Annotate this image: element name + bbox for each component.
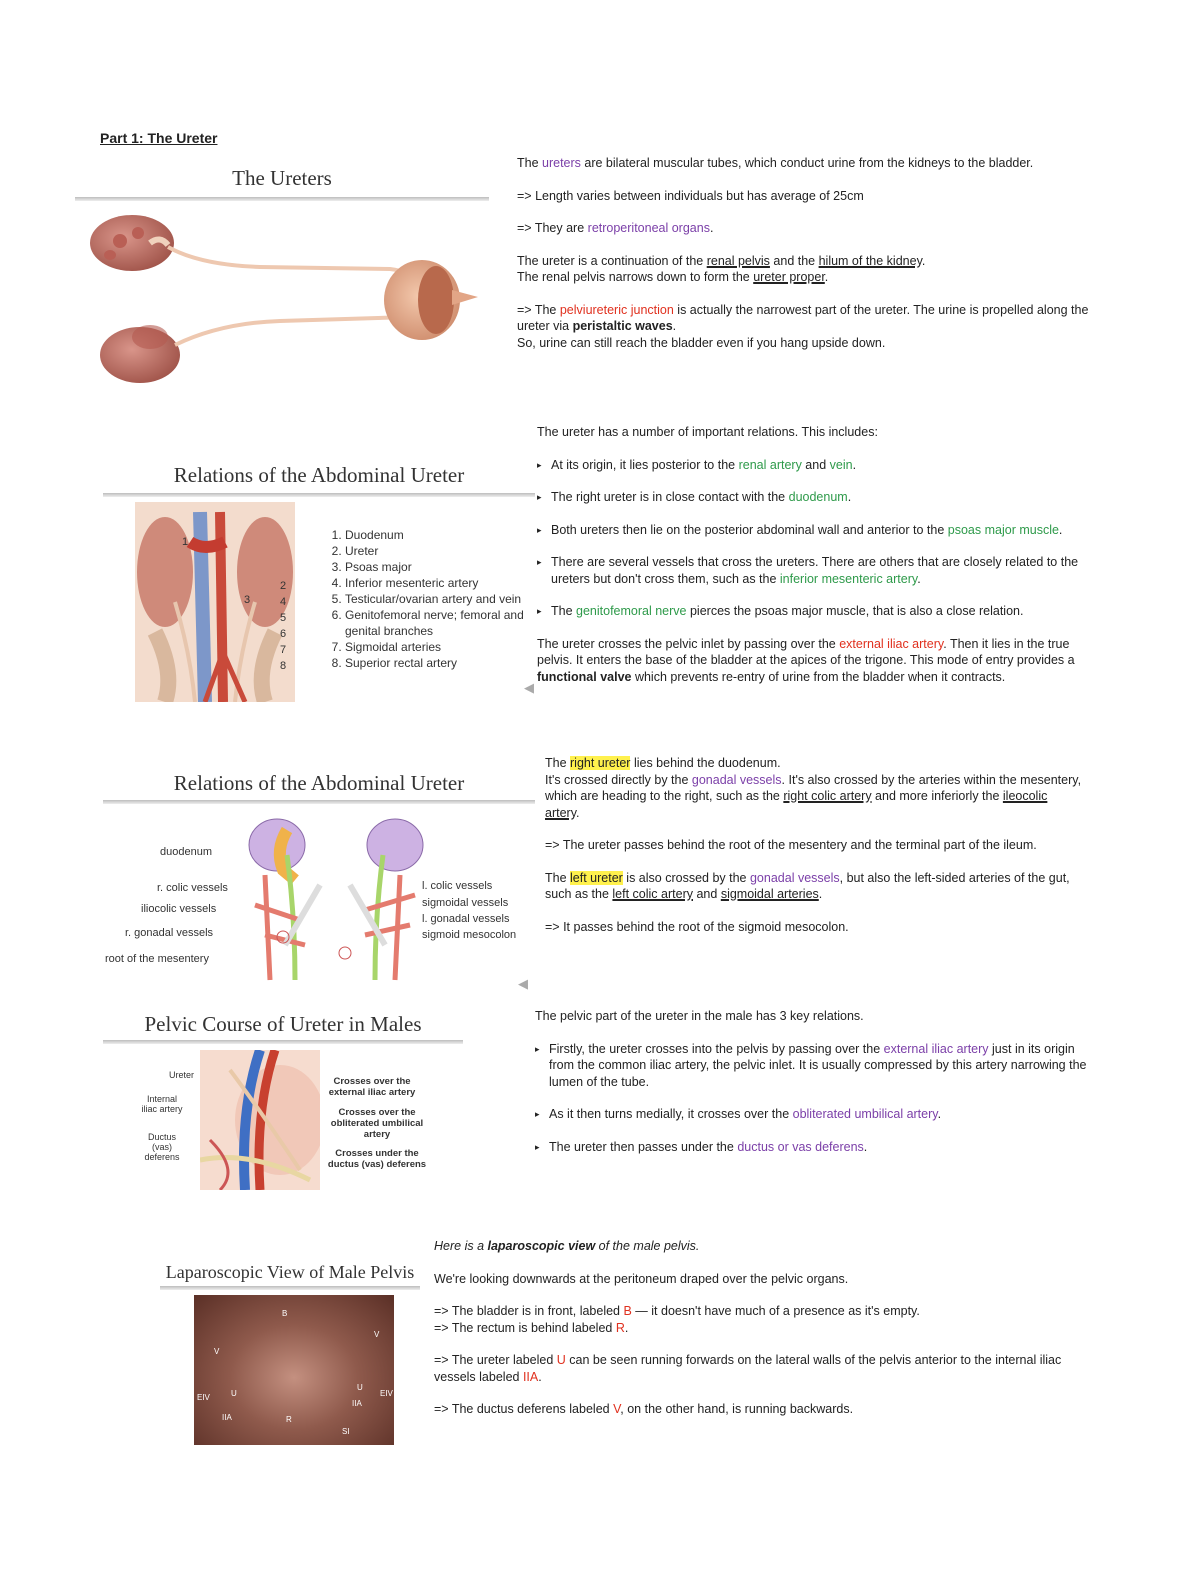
photo-label: SI <box>342 1427 350 1436</box>
photo-label: V <box>374 1330 380 1339</box>
photo-label: EIV <box>380 1389 393 1398</box>
paragraph: The ureter crosses the pelvic inlet by passing over the external iliac artery. Then it lies in the true pelvis. It enters the base of the bladder at the apices of the trigone. This mode of entry provides a functional valve which prevents re-entry of urine from the bladder when it contracts. <box>537 636 1075 684</box>
paragraph: => Length varies between individuals but has average of 25cm <box>517 188 864 203</box>
pelvic-course-illustration <box>200 1050 320 1190</box>
figure-number: 3 <box>244 594 251 606</box>
label-duodenum: duodenum <box>160 846 212 858</box>
bullet-list <box>537 457 1097 620</box>
label-crosses-ductus: Crosses under the ductus (vas) deferens <box>327 1148 427 1170</box>
bullet-item: ▸ At its origin, it lies posterior to the renal artery and vein. <box>537 457 1097 474</box>
paragraph: => The pelviureteric junction is actually the narrowest part of the ureter. The urine is propelled along the ureter via peristaltic waves. So, urine can still reach the bladder even if you hang upside down. <box>517 302 1089 350</box>
legend-item: 5. Testicular/ovarian artery and vein <box>345 591 533 607</box>
label-r-colic: r. colic vessels <box>157 882 228 894</box>
paragraph: => The ureter passes behind the root of the mesentery and the terminal part of the ileum. <box>545 838 1037 852</box>
paragraph: We're looking downwards at the peritoneum draped over the pelvic organs. <box>434 1271 849 1286</box>
legend-item: 3. Psoas major <box>345 559 533 575</box>
figure-legend-list <box>323 527 533 671</box>
label-ureter: Ureter <box>169 1070 195 1080</box>
legend-item: 7. Sigmoidal arteries <box>345 639 533 655</box>
paragraph: The left ureter is also crossed by the gonadal vessels, but also the left-sided arteries of the gut, such as the left colic artery and sigmoidal arteries. <box>545 870 1070 901</box>
label-l-colic: l. colic vessels <box>422 880 493 892</box>
paragraph: The pelvic part of the ureter in the male has 3 key relations. <box>535 1009 864 1023</box>
label-root-mesentery: root of the mesentery <box>105 953 209 965</box>
section3-text <box>545 755 1085 951</box>
slide-title-laparoscopic: Laparoscopic View of Male Pelvis <box>165 1262 415 1282</box>
bullet-item: ▸ As it then turns medially, it crosses over the obliterated umbilical artery. <box>535 1106 1095 1123</box>
speaker-icon[interactable]: ◀ <box>518 976 528 991</box>
slide-rule <box>103 800 535 804</box>
photo-label: U <box>231 1389 237 1398</box>
paragraph: => The bladder is in front, labeled B — it doesn't have much of a presence as it's empty. => The rectum is behind labeled R. <box>434 1304 920 1335</box>
photo-label: EIV <box>197 1393 210 1402</box>
paragraph: => It passes behind the root of the sigmoid mesocolon. <box>545 919 849 934</box>
part-title: Part 1: The Ureter <box>100 130 218 146</box>
label-ductus: Ductus (vas) deferens <box>144 1132 180 1162</box>
slide-title-pelvic-course: Pelvic Course of Ureter in Males <box>144 1012 422 1036</box>
paragraph: => They are retroperitoneal organs. <box>517 221 714 235</box>
photo-label: R <box>286 1415 292 1424</box>
ureters-illustration <box>80 205 490 390</box>
photo-label: B <box>282 1309 288 1318</box>
slide-title-relations-2: Relations of the Abdominal Ureter <box>173 771 465 795</box>
laparoscopic-photo <box>194 1295 394 1445</box>
label-l-gonadal: l. gonadal vessels <box>422 913 510 925</box>
bullet-list <box>535 1041 1095 1156</box>
bullet-item: ▸ The right ureter is in close contact with the duodenum. <box>537 489 1097 506</box>
bullet-item: ▸ Firstly, the ureter crosses into the pelvis by passing over the external iliac artery just in its origin from the common iliac artery, the pelvic inlet. It is usually compressed by this artery narrowing the lumen of the tube. <box>535 1041 1095 1091</box>
bullet-item: ▸ Both ureters then lie on the posterior abdominal wall and anterior to the psoas major muscle. <box>537 522 1097 539</box>
legend-item: 6. Genitofemoral nerve; femoral and genital branches <box>345 607 533 639</box>
section5-text <box>434 1238 1074 1434</box>
abdominal-ureter-illustration <box>135 502 295 702</box>
label-sigmoidal: sigmoidal vessels <box>422 897 509 909</box>
slide-title-ureters: The Ureters <box>232 166 332 190</box>
slide-rule <box>103 493 535 497</box>
label-internal-iliac: Internal iliac artery <box>141 1094 183 1114</box>
slide-rule <box>160 1286 420 1290</box>
photo-label: IIA <box>222 1413 232 1422</box>
ureter-crossing-diagram <box>225 815 435 985</box>
legend-item: 4. Inferior mesenteric artery <box>345 575 533 591</box>
label-r-gonadal: r. gonadal vessels <box>125 927 214 939</box>
paragraph: The right ureter lies behind the duodenum. It's crossed directly by the gonadal vessels. It's also crossed by the arteries within the mesentery, which are heading to the right, such as the right colic artery and more inferiorly the ileocolic artery. <box>545 756 1082 820</box>
section4-text <box>535 1008 1095 1171</box>
paragraph: Here is a laparoscopic view of the male pelvis. <box>434 1239 700 1253</box>
label-iliocolic: iliocolic vessels <box>141 903 217 915</box>
bullet-item: ▸ There are several vessels that cross the ureters. There are others that are closely related to the ureters but don't cross them, such as the inferior mesenteric artery. <box>537 554 1097 587</box>
label-sigmoid-mesocolon: sigmoid mesocolon <box>422 929 517 941</box>
legend-item: 1. Duodenum <box>345 527 533 543</box>
paragraph: => The ureter labeled U can be seen running forwards on the lateral walls of the pelvis anterior to the internal iliac vessels labeled IIA. <box>434 1353 1062 1384</box>
photo-label: V <box>214 1347 220 1356</box>
section1-text <box>517 155 1102 367</box>
bullet-item: ▸ The ureter then passes under the ductus or vas deferens. <box>535 1139 1095 1156</box>
paragraph: => The ductus deferens labeled V, on the other hand, is running backwards. <box>434 1402 854 1416</box>
slide-rule <box>75 197 489 201</box>
legend-item: 2. Ureter <box>345 543 533 559</box>
slide-title-relations-1: Relations of the Abdominal Ureter <box>173 463 465 487</box>
legend-item: 8. Superior rectal artery <box>345 655 533 671</box>
figure-number: 1 <box>182 536 189 548</box>
figure-numbers: 2 4 5 6 7 8 <box>280 580 287 672</box>
section2-text <box>537 424 1097 701</box>
speaker-icon[interactable]: ◀ <box>524 680 534 695</box>
paragraph: The ureters are bilateral muscular tubes, which conduct urine from the kidneys to the bladder. <box>517 156 1034 170</box>
photo-label: IIA <box>352 1399 362 1408</box>
photo-label: U <box>357 1383 363 1392</box>
bullet-item: ▸ The genitofemoral nerve pierces the psoas major muscle, that is also a close relation. <box>537 603 1097 620</box>
label-crosses-umbilical: Crosses over the obliterated umbilical artery <box>330 1107 424 1140</box>
paragraph: The ureter is a continuation of the renal pelvis and the hilum of the kidney. The renal pelvis narrows down to form the ureter proper. <box>517 253 926 284</box>
label-crosses-external: Crosses over the external iliac artery <box>328 1076 416 1098</box>
slide-rule <box>103 1040 463 1044</box>
paragraph: The ureter has a number of important relations. This includes: <box>537 425 878 439</box>
